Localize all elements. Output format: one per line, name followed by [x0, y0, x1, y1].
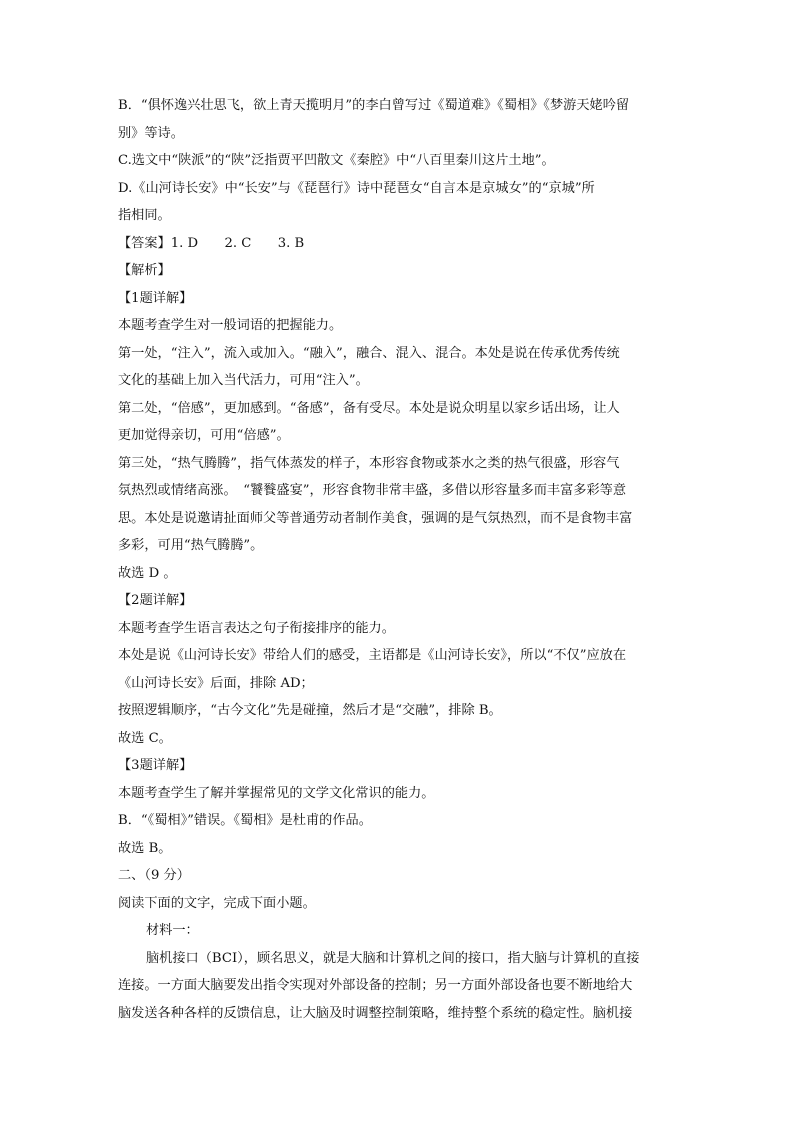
q1-line-8: 思。本处是说邀请扯面师父等普通劳动者制作美食，强调的是气氛热烈，而不是食物丰富: [118, 510, 633, 526]
q2-line-1: 本题考查学生语言表达之句子衔接排序的能力。: [118, 620, 395, 636]
answer-line: 【答案】1. D 2. C 3. B: [118, 235, 305, 251]
analysis-heading: 【解析】: [118, 263, 171, 278]
q1-line-7: 氛热烈或情绪高涨。 “饕餮盛宴”，形容食物非常丰盛，多借以形容量多而丰富多彩等意: [118, 483, 627, 498]
material-paragraph-line-2: 连接。一方面大脑要发出指令实现对外部设备的控制；另一方面外部设备也要不断地给大: [118, 978, 633, 993]
option-d-line-2: 指相同。: [118, 208, 171, 223]
q1-line-3: 文化的基础上加入当代活力，可用“注入”。: [118, 373, 369, 388]
option-b-line-2: 别》等诗。: [118, 125, 184, 141]
material-one-label: 材料一：: [146, 923, 199, 938]
reading-instruction: 阅读下面的文字，完成下面小题。: [118, 895, 316, 911]
q2-line-3: 《山河诗长安》后面，排除 AD；: [118, 675, 314, 691]
section-two-heading: 二、（9 分）: [118, 868, 190, 883]
q1-line-5: 更加觉得亲切，可用“倍感”。: [118, 428, 290, 443]
q1-line-2: 第一处，“注入”，流入或加入。“融入”，融合、混入、混合。本处是说在传承优秀传统: [118, 345, 620, 361]
option-b-line-1: B．“俱怀逸兴壮思飞，欲上青天揽明月”的李白曾写过《蜀道难》《蜀相》《梦游天姥吟留: [118, 98, 630, 113]
q1-conclusion: 故选 D 。: [118, 565, 177, 581]
q3-conclusion: 故选 B。: [118, 840, 172, 856]
option-c-line: C.选文中“陕派”的“陕”泛指贾平凹散文《秦腔》中“八百里秦川这片土地”。: [118, 153, 555, 168]
q3-heading: 【3题详解】: [118, 758, 193, 773]
q2-line-2: 本处是说《山河诗长安》带给人们的感受，主语都是《山河诗长安》，所以“不仅”应放在: [118, 648, 627, 663]
document-page: [118, 92, 678, 1027]
q1-line-4: 第二处，“倍感”，更加感到。“备感”，备有受尽。本处是说众明星以家乡话出场，让人: [118, 400, 620, 416]
q1-heading: 【1题详解】: [118, 290, 193, 306]
q3-line-1: 本题考查学生了解并掌握常见的文学文化常识的能力。: [118, 785, 435, 801]
option-d-line-1: D.《山河诗长安》中“长安”与《琵琶行》诗中琵琶女“自言本是京城女”的“京城”所: [118, 180, 595, 196]
q2-conclusion: 故选 C。: [118, 730, 172, 746]
q2-line-4: 按照逻辑顺序，“古今文化”先是碰撞，然后才是“交融”，排除 B。: [118, 703, 502, 718]
q2-heading: 【2题详解】: [118, 593, 193, 608]
q3-line-2: B．“《蜀相》”错误。《蜀相》是杜甫的作品。: [118, 813, 372, 828]
q1-line-6: 第三处，“热气腾腾”，指气体蒸发的样子，本形容食物或茶水之类的热气很盛，形容气: [118, 455, 620, 471]
material-paragraph-line-3: 脑发送各种各样的反馈信息，让大脑及时调整控制策略，维持整个系统的稳定性。脑机接: [118, 1005, 633, 1021]
q1-line-9: 多彩，可用“热气腾腾”。: [118, 538, 264, 553]
material-paragraph-line-1: 脑机接口（BCI），顾名思义，就是大脑和计算机之间的接口，指大脑与计算机的直接: [146, 950, 640, 966]
q1-line-1: 本题考查学生对一般词语的把握能力。: [118, 318, 343, 333]
